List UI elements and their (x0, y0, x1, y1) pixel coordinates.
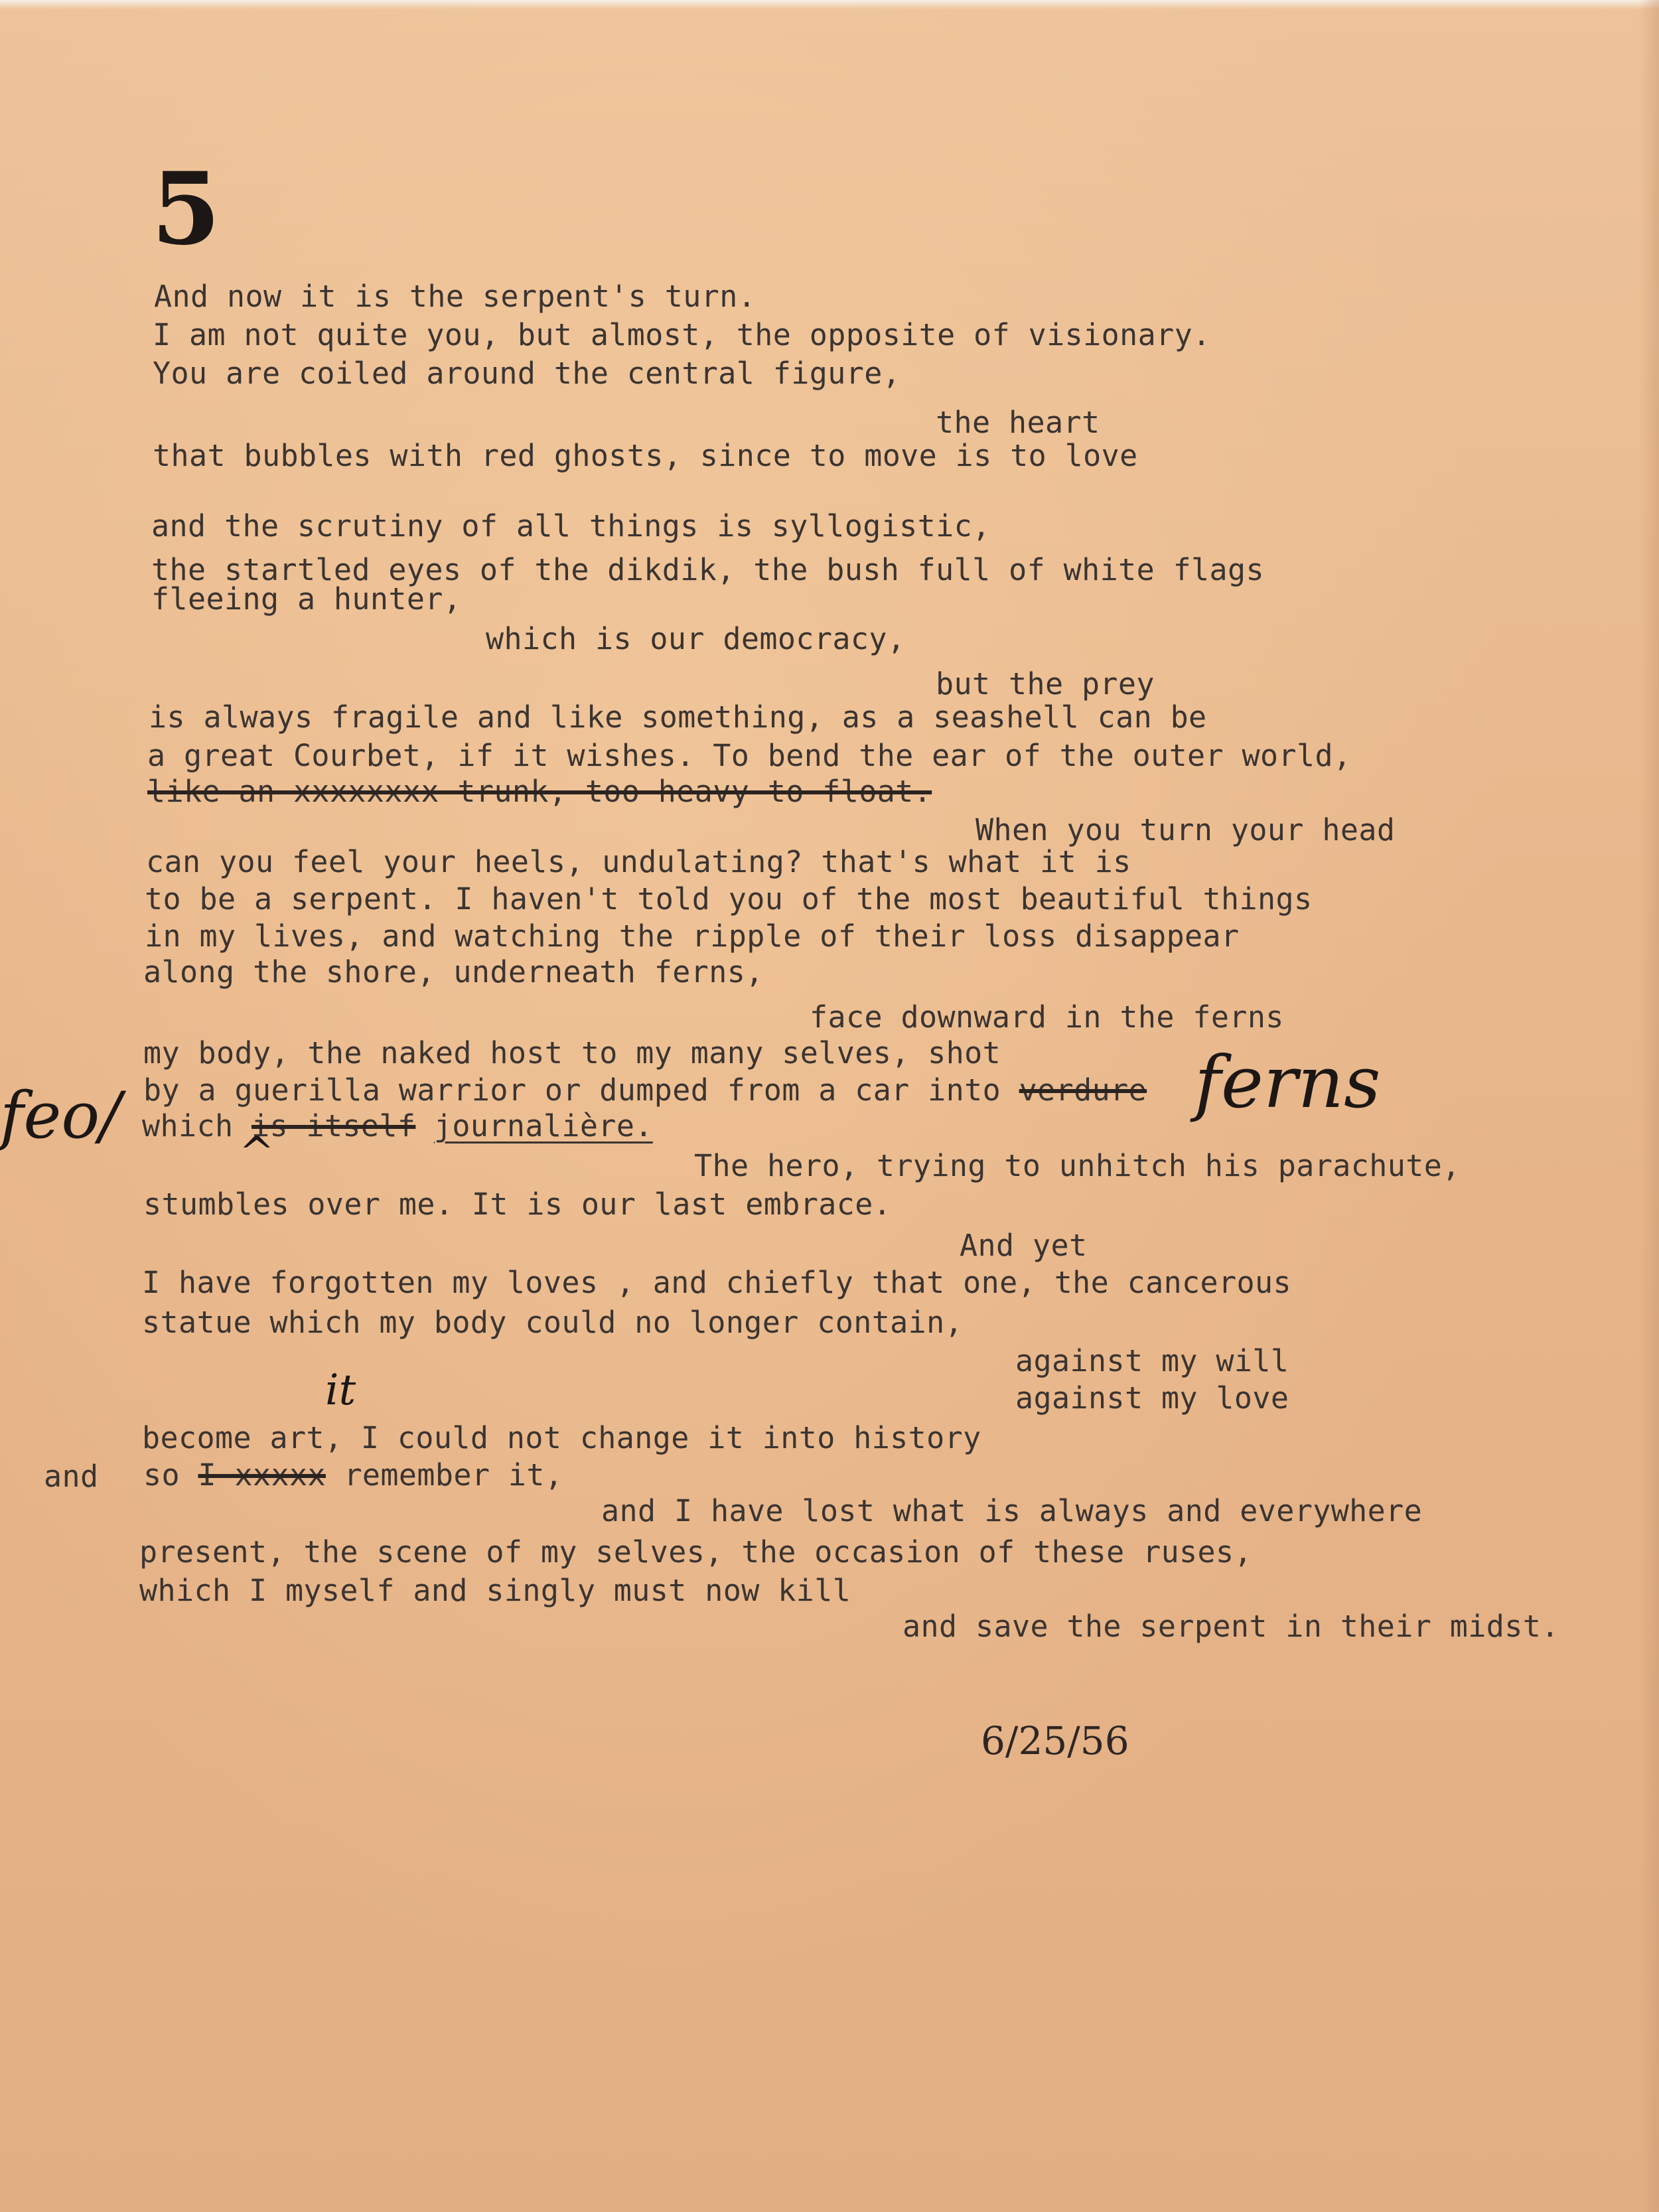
paper-right-edge (1639, 0, 1659, 2212)
struck-word: verdure (1019, 1072, 1147, 1108)
page-number: 5 (151, 151, 221, 267)
poem-line: the startled eyes of the dikdik, the bush full of white flags (151, 552, 1265, 587)
line-text: remember it, (344, 1457, 563, 1493)
poem-line: fleeing a hunter, (151, 581, 462, 617)
poem-line: I have forgotten my loves , and chiefly that one, the cancerous (142, 1265, 1292, 1300)
poem-line: in my lives, and watching the ripple of their loss disappear (145, 919, 1240, 954)
poem-line-guerilla (143, 1072, 1147, 1108)
margin-and: and (44, 1459, 99, 1494)
struck-line: like an xxxxxxxx trunk, too heavy to float. (147, 774, 932, 809)
annotation-ferns: ferns (1194, 1041, 1381, 1124)
poem-line: is always fragile and like something, as a seashell can be (149, 700, 1207, 735)
struck-word: I xxxxx (198, 1457, 326, 1493)
poem-line: You are coiled around the central figure, (153, 356, 901, 391)
poem-line: I am not quite you, but almost, the opposite of visionary. (153, 317, 1211, 352)
poem-line: that bubbles with red ghosts, since to move is to love (153, 438, 1138, 473)
poem-line: statue which my body could no longer contain, (142, 1305, 964, 1340)
poem-line: And now it is the serpent's turn. (154, 279, 757, 314)
poem-line: and I have lost what is always and everywhere (601, 1493, 1423, 1528)
poem-line: to be a serpent. I haven't told you of the most beautiful things (145, 881, 1313, 917)
poem-line: which is our democracy, (486, 621, 906, 656)
poem-line: which I myself and singly must now kill (139, 1573, 851, 1608)
poem-line: and save the serpent in their midst. (902, 1609, 1559, 1644)
poem-line: the heart (936, 405, 1100, 440)
date: 6/25/56 (981, 1718, 1129, 1763)
poem-line: present, the scene of my selves, the occasion of these ruses, (139, 1534, 1253, 1570)
poem-line-which (142, 1108, 653, 1144)
poem-line: can you feel your heels, undulating? that's what it is (146, 844, 1131, 879)
poem-line: The hero, trying to unhitch his parachute, (694, 1148, 1461, 1183)
poem-line-so (143, 1457, 563, 1493)
poem-line: face downward in the ferns (810, 999, 1284, 1035)
poem-line: a great Courbet, if it wishes. To bend the ear of the outer world, (147, 738, 1352, 773)
annotation-it-insert: it (325, 1366, 356, 1415)
annotation-caret: ^ (239, 1128, 275, 1177)
underlined-word: journalière. (433, 1108, 653, 1143)
poem-line: my body, the naked host to my many selves, shot (143, 1035, 1001, 1070)
line-text: which (142, 1108, 252, 1143)
poem-line: and the scrutiny of all things is syllogistic, (151, 508, 991, 544)
struck-word: is itself (251, 1108, 416, 1143)
poem-line: along the shore, underneath ferns, (143, 954, 764, 990)
annotation-left-margin: feo/ (0, 1078, 121, 1153)
poem-line: become art, I could not change it into history (142, 1420, 981, 1455)
poem-line: And yet (960, 1228, 1088, 1263)
poem-line: stumbles over me. It is our last embrace. (143, 1187, 892, 1222)
line-text: by a guerilla warrior or dumped from a car into (143, 1072, 1019, 1108)
line-text: so (143, 1457, 198, 1493)
paper-top-edge (0, 0, 1659, 9)
poem-line: but the prey (936, 666, 1155, 701)
poem-line: When you turn your head (975, 812, 1396, 848)
poem-line: against my will (1015, 1343, 1289, 1378)
poem-line: against my love (1015, 1380, 1289, 1416)
